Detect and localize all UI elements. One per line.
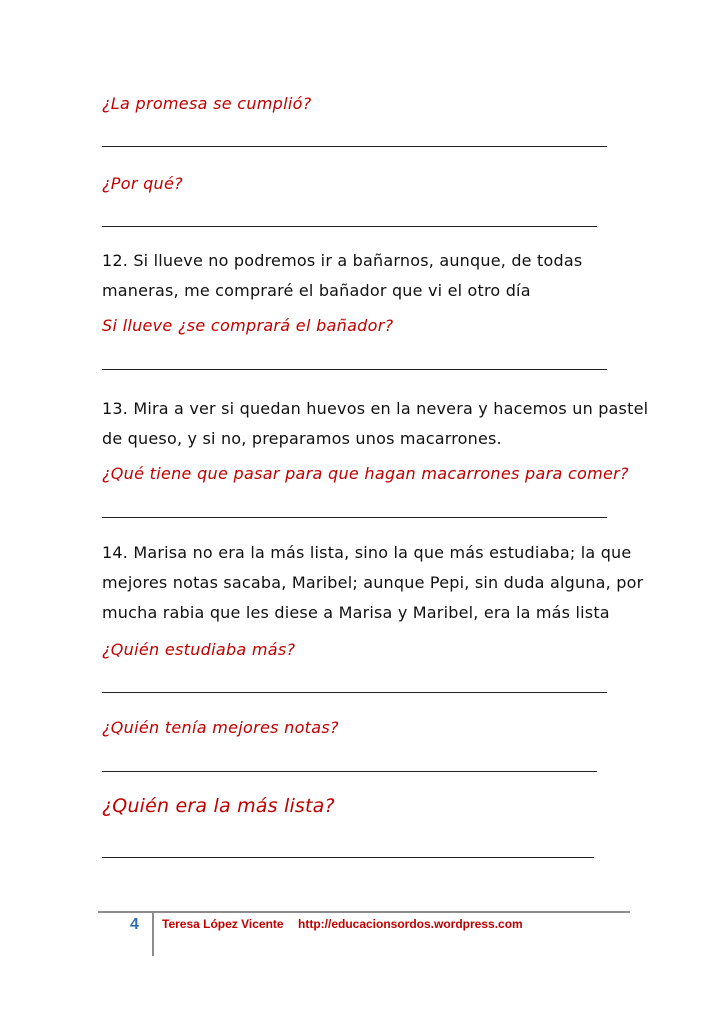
question-why: ¿Por qué? <box>102 174 183 193</box>
item-13-text <box>102 394 648 454</box>
question-buy-swimsuit: Si llueve ¿se comprará el bañador? <box>102 316 394 335</box>
answer-line <box>102 369 607 370</box>
item-14-line-1: 14. Marisa no era la más lista, sino la que más estudiaba; la que <box>102 543 632 562</box>
footer-vertical-divider <box>152 912 154 956</box>
question-promise-fulfilled: ¿La promesa se cumplió? <box>102 94 312 113</box>
answer-line <box>102 857 594 858</box>
item-12-text <box>102 246 582 306</box>
footer-url[interactable]: http://educacionsordos.wordpress.com <box>298 917 523 931</box>
footer-author: Teresa López Vicente <box>162 917 284 931</box>
answer-line <box>102 146 607 147</box>
footer-divider <box>98 911 630 913</box>
question-who-studied-most: ¿Quién estudiaba más? <box>102 640 296 659</box>
answer-line <box>102 692 607 693</box>
item-13-line-2: de queso, y si no, preparamos unos macarrones. <box>102 429 502 448</box>
item-12-line-1: 12. Si llueve no podremos ir a bañarnos, aunque, de todas <box>102 251 583 270</box>
answer-line <box>102 226 597 227</box>
answer-line <box>102 517 607 518</box>
item-14-line-2: mejores notas sacaba, Maribel; aunque Pepi, sin duda alguna, por <box>102 573 644 592</box>
item-14-text <box>102 538 643 628</box>
page-number: 4 <box>130 916 139 933</box>
question-macaroni: ¿Qué tiene que pasar para que hagan macarrones para comer? <box>102 464 629 483</box>
question-smartest: ¿Quién era la más lista? <box>102 795 335 817</box>
item-13-line-1: 13. Mira a ver si quedan huevos en la nevera y hacemos un pastel <box>102 399 649 418</box>
item-12-line-2: maneras, me compraré el bañador que vi el otro día <box>102 281 531 300</box>
question-best-grades: ¿Quién tenía mejores notas? <box>102 718 339 737</box>
item-14-line-3: mucha rabia que les diese a Marisa y Maribel, era la más lista <box>102 603 610 622</box>
answer-line <box>102 771 597 772</box>
